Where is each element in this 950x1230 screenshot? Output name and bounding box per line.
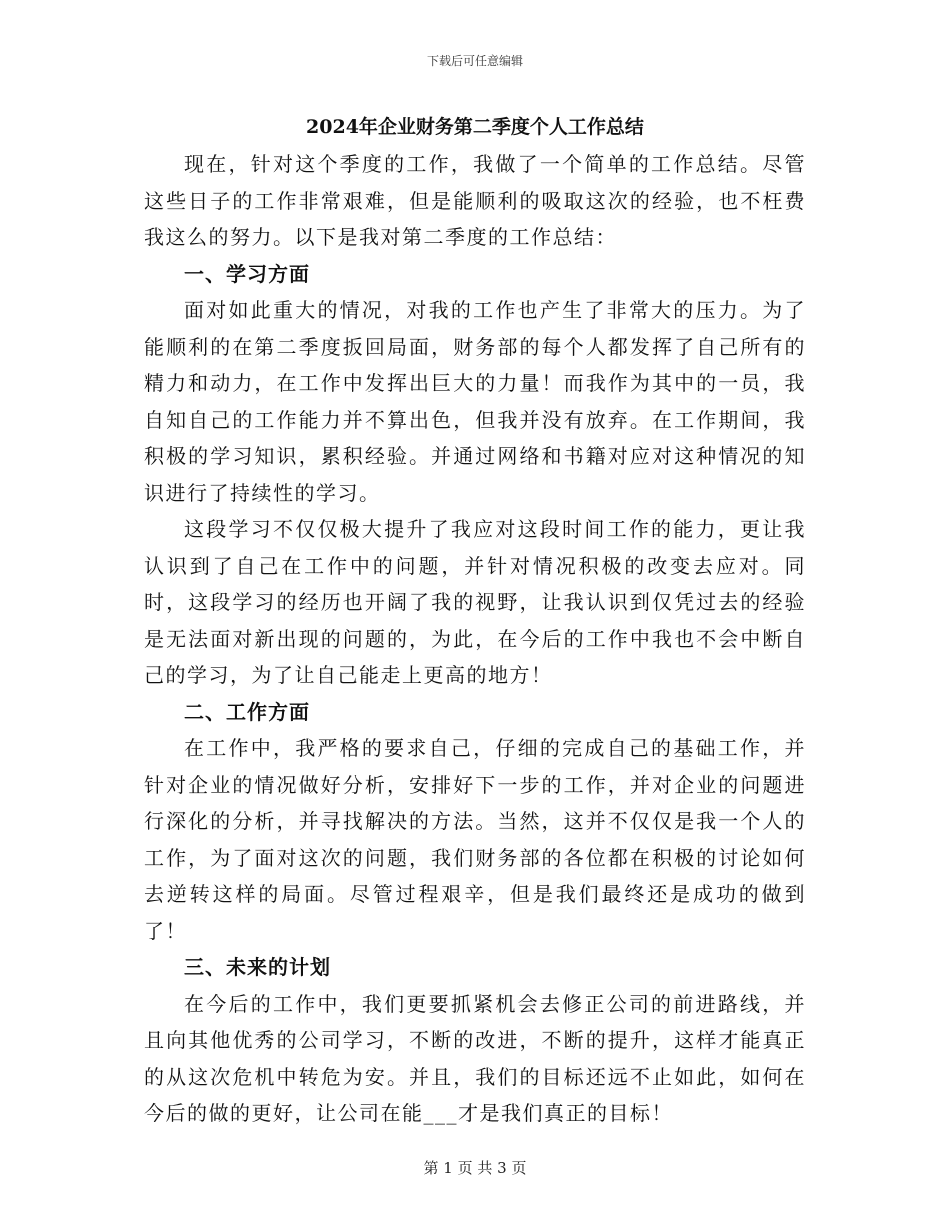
work-paragraph-1: 在工作中，我严格的要求自己，仔细的完成自己的基础工作，并针对企业的情况做好分析，安排好下一步的工作，并对企业的问题进行深化的分析，并寻找解决的方法。当然，这并不仅仅是我一个人的工作，为了面对这次的问题，我们财务部的各位都在积极的讨论如何去逆转这样的局面。尽管过程艰辛，但是我们最终还是成功的做到了！ [144,736,806,943]
header-note: 下载后可任意编辑 [426,54,523,68]
section-heading-study: 一、学习方面 [184,261,310,286]
document-body [144,112,806,1132]
study-paragraph-2: 这段学习不仅仅极大提升了我应对这段时间工作的能力，更让我认识到了自己在工作中的问题，并针对情况积极的改变去应对。同时，这段学习的经历也开阔了我的视野，让我认识到仅凭过去的经验是无法面对新出现的问题的，为此，在今后的工作中我也不会中断自己的学习，为了让自己能走上更高的地方！ [144,517,806,687]
intro-paragraph: 现在，针对这个季度的工作，我做了一个简单的工作总结。尽管这些日子的工作非常艰难，但是能顺利的吸取这次的经验，也不枉费我这么的努力。以下是我对第二季度的工作总结： [144,152,806,249]
section-heading-work: 二、工作方面 [184,699,310,724]
section-heading-plan: 三、未来的计划 [184,955,331,979]
page-number-footer: 第 1 页 共 3 页 [423,1159,527,1177]
study-paragraph-1: 面对如此重大的情况，对我的工作也产生了非常大的压力。为了能顺利的在第二季度扳回局面，财务部的每个人都发挥了自己所有的精力和动力，在工作中发挥出巨大的力量！而我作为其中的一员，我自知自己的工作能力并不算出色，但我并没有放弃。在工作期间，我积极的学习知识，累积经验。并通过网络和书籍对应对这种情况的知识进行了持续性的学习。 [144,298,806,505]
plan-paragraph-1: 在今后的工作中，我们更要抓紧机会去修正公司的前进路线，并且向其他优秀的公司学习，不断的改进，不断的提升，这样才能真正的从这次危机中转危为安。并且，我们的目标还远不止如此，如何在今后的做的更好，让公司在能___才是我们真正的目标！ [144,991,806,1125]
document-title: 2024年企业财务第二季度个人工作总结 [306,116,644,138]
